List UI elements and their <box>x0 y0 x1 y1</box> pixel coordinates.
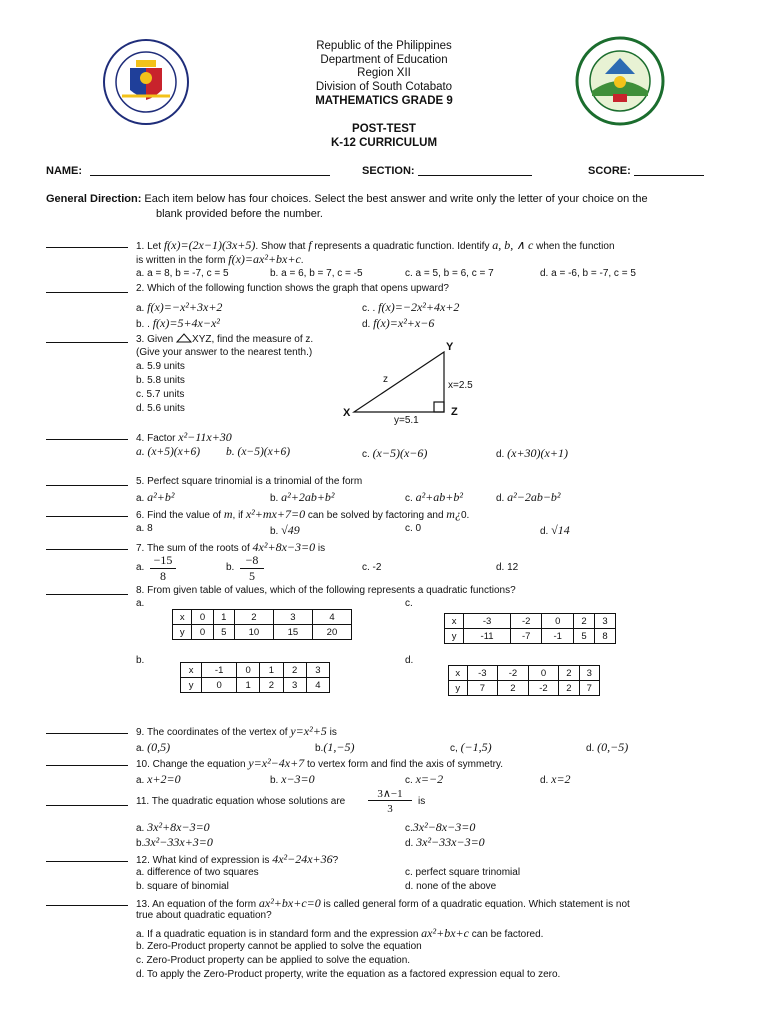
cell: 3 <box>594 614 615 629</box>
q2-c-expr: f(x)=−2x²+4x+2 <box>378 300 460 314</box>
table-c <box>444 613 616 644</box>
q5-d-expr: a²−2ab−b² <box>507 490 561 504</box>
header-department: Department of Education <box>320 54 448 66</box>
q1-line-2 <box>136 252 304 267</box>
cell: -3 <box>464 614 511 629</box>
cell: x <box>445 614 464 629</box>
q6-expr-2: x²+mx+7=0 <box>245 507 306 521</box>
vertex-x-label: X <box>343 407 351 419</box>
answer-blank-7[interactable] <box>46 540 128 550</box>
q5-a-expr: a²+b² <box>147 490 175 504</box>
q2-c-letter: c. . <box>362 303 376 314</box>
q2-a-expr: f(x)=−x²+3x+2 <box>147 300 223 314</box>
q2-a-letter: a. <box>136 303 145 314</box>
answer-blank-2[interactable] <box>46 283 128 293</box>
q2-b-expr: f(x)=5+4x−x² <box>152 316 220 330</box>
q8-text: 8. From given table of values, which of the following represents a quadratic functions? <box>136 585 516 596</box>
q9-c-expr: (−1,5) <box>460 740 492 754</box>
table-a-y-row <box>173 625 352 640</box>
cell: 7 <box>467 681 498 696</box>
q5-c-expr: a²+ab+b² <box>415 490 463 504</box>
cell: 3 <box>283 678 306 693</box>
q6-option-c: c. 0 <box>405 523 422 534</box>
q5-option-c <box>405 490 463 505</box>
q7-option-b-letter: b. <box>226 562 235 573</box>
cell: 2 <box>559 666 579 681</box>
q9-option-d <box>586 740 628 755</box>
q10-text-2: to vertex form and find the axis of symmetry. <box>304 759 503 770</box>
q7-option-a-letter: a. <box>136 562 145 573</box>
cell: 1 <box>237 678 260 693</box>
q1-option-d: d. a = -6, b = -7, c = 5 <box>540 268 636 279</box>
question-2 <box>0 283 768 297</box>
header-republic: Republic of the Philippines <box>316 40 452 52</box>
q5-option-b <box>270 490 335 505</box>
cell: 3 <box>306 663 329 678</box>
cell: 0 <box>192 625 213 640</box>
q2-option-d <box>362 316 434 331</box>
q2-b-letter: b. . <box>136 319 150 330</box>
q12-text-2: ? <box>332 855 339 866</box>
question-1 <box>0 238 768 252</box>
q10-option-d <box>540 772 571 787</box>
q9-b-expr: (1,−5) <box>323 740 355 754</box>
q11-c-letter: c. <box>405 823 413 834</box>
answer-blank-4[interactable] <box>46 430 128 440</box>
q3-option-b: b. 5.8 units <box>136 375 185 386</box>
cell: -7 <box>510 629 542 644</box>
cell: 3 <box>579 666 599 681</box>
q6-option-b <box>270 523 300 538</box>
cell: 8 <box>594 629 615 644</box>
q8-option-a-letter: a. <box>136 598 145 609</box>
q10-option-b <box>270 772 315 787</box>
q3-option-d: d. 5.6 units <box>136 403 185 414</box>
q9-text-2: is <box>326 727 337 738</box>
question-5 <box>0 476 768 490</box>
q7-option-d: d. 12 <box>496 562 519 573</box>
q9-d-expr: (0,−5) <box>597 740 629 754</box>
q10-d-letter: d. <box>540 775 552 786</box>
q2-option-a <box>136 300 222 315</box>
answer-blank-12[interactable] <box>46 852 128 862</box>
table-d-y-row <box>449 681 600 696</box>
q4-d-letter: d. <box>496 449 508 460</box>
cell: 5 <box>213 625 234 640</box>
q1-option-a: a. a = 8, b = -7, c = 5 <box>136 268 229 279</box>
q11-option-c <box>405 820 475 835</box>
q4-c-letter: c. <box>362 449 373 460</box>
answer-blank-8[interactable] <box>46 585 128 595</box>
q1-text-3: represents a quadratic function. Identify <box>311 241 493 252</box>
q9-a-expr: (0,5) <box>147 740 171 754</box>
q4-option-c <box>362 446 427 461</box>
name-label: NAME: <box>46 165 83 177</box>
q12-option-b: b. square of binomial <box>136 881 229 892</box>
score-label: SCORE: <box>588 165 631 177</box>
q7-text-2: is <box>315 543 326 554</box>
cell: x <box>449 666 468 681</box>
cell: 2 <box>559 681 579 696</box>
q10-c-letter: c. <box>405 775 416 786</box>
cell: y <box>445 629 464 644</box>
q6-b-letter: b. <box>270 526 282 537</box>
side-y-value: y=5.1 <box>394 415 419 426</box>
q1-text-4: when the function <box>533 241 615 252</box>
answer-blank-9[interactable] <box>46 724 128 734</box>
q7-a-numerator: −15 <box>150 553 176 569</box>
q1-text-5: is written in the form <box>136 255 229 266</box>
q12-expr: 4x²−24x+36 <box>272 852 333 866</box>
q6-d-expr: √14 <box>551 523 570 537</box>
cell: 3 <box>273 610 312 625</box>
cell: 20 <box>312 625 351 640</box>
cell: 0 <box>528 666 559 681</box>
answer-blank-5[interactable] <box>46 476 128 486</box>
q10-b-letter: b. <box>270 775 282 786</box>
q4-d-expr: (x+30)(x+1) <box>507 446 568 460</box>
q1-text: 1. Let <box>136 241 164 252</box>
q7-option-c: c. -2 <box>362 562 382 573</box>
cell: 1 <box>213 610 234 625</box>
section-label: SECTION: <box>362 165 415 177</box>
q10-option-a <box>136 772 181 787</box>
q10-b-expr: x−3=0 <box>281 772 315 786</box>
q13-text-3: true about quadratic equation? <box>136 910 272 921</box>
q9-option-c <box>450 740 492 755</box>
q9-b-letter: b. <box>315 743 324 754</box>
question-9 <box>0 724 768 738</box>
q9-text-1: 9. The coordinates of the vertex of <box>136 727 291 738</box>
q9-option-a <box>136 740 170 755</box>
q5-a-letter: a. <box>136 493 148 504</box>
table-d <box>448 665 600 696</box>
cell: 2 <box>234 610 273 625</box>
q11-numerator: 3∧−1 <box>368 787 412 801</box>
q8-option-c-letter: c. <box>405 598 413 609</box>
cell: 2 <box>573 614 594 629</box>
q3-option-a: a. 5.9 units <box>136 361 185 372</box>
q3-text-3: (Give your answer to the nearest tenth.) <box>136 347 313 358</box>
q13-a-text-2: can be factored. <box>468 929 544 940</box>
q11-text-1: 11. The quadratic equation whose solutions are <box>136 796 346 807</box>
answer-blank-6[interactable] <box>46 507 128 517</box>
q2-option-b <box>136 316 220 331</box>
q13-a-text: a. If a quadratic equation is in standard form and the expression <box>136 929 422 940</box>
answer-blank-3[interactable] <box>46 333 128 343</box>
cell: y <box>173 625 192 640</box>
table-b <box>180 662 330 693</box>
q6-text-4: 0. <box>460 510 470 521</box>
direction-label: General Direction: <box>46 193 142 205</box>
q1-expr-2: f <box>308 238 312 252</box>
question-12 <box>0 852 768 866</box>
q8-option-d-letter: d. <box>405 655 414 666</box>
cell: 2 <box>498 681 529 696</box>
q13-option-c: c. Zero-Product property can be applied to solve the equation. <box>136 955 411 966</box>
question-6 <box>0 507 768 521</box>
q11-c-expr: 3x²−8x−3=0 <box>412 820 476 834</box>
q9-expr: y=x²+5 <box>290 724 327 738</box>
q11-option-d <box>405 835 485 850</box>
q11-d-letter: d. <box>405 838 417 849</box>
q11-a-expr: 3x²+8x−3=0 <box>147 820 210 834</box>
header-division: Division of South Cotabato <box>315 81 453 93</box>
cell: y <box>181 678 202 693</box>
cell: 10 <box>234 625 273 640</box>
q12-option-d: d. none of the above <box>405 881 497 892</box>
answer-blank-11[interactable] <box>46 796 128 806</box>
cell: 2 <box>260 678 283 693</box>
q11-b-expr: 3x²−33x+3=0 <box>144 835 213 849</box>
q4-c-expr: (x−5)(x−6) <box>372 446 428 460</box>
q4-option-b: b. (x−5)(x+6) <box>226 446 291 458</box>
q4-expr: x²−11x+30 <box>178 430 232 444</box>
vertex-z-label: Z <box>451 406 458 418</box>
cell: 5 <box>573 629 594 644</box>
side-x-value: x=2.5 <box>448 380 473 391</box>
q11-d-expr: 3x²−33x−3=0 <box>416 835 485 849</box>
q7-text-1: 7. The sum of the roots of <box>136 543 253 554</box>
cell: 1 <box>260 663 283 678</box>
cell: 15 <box>273 625 312 640</box>
table-b-x-row <box>181 663 330 678</box>
q7-a-denominator: 8 <box>160 569 166 583</box>
q1-expr-1: f(x)=(2x−1)(3x+5) <box>163 238 256 252</box>
q5-b-letter: b. <box>270 493 282 504</box>
q5-d-letter: d. <box>496 493 508 504</box>
q9-option-b <box>315 740 354 755</box>
q6-d-letter: d. <box>540 526 552 537</box>
side-z-label: z <box>383 374 388 385</box>
q5-option-d <box>496 490 561 505</box>
q13-a-expr: ax²+bx+c <box>421 926 469 940</box>
q2-d-letter: d. <box>362 319 371 330</box>
q1-text-2: . Show that <box>255 241 309 252</box>
table-a <box>172 609 352 640</box>
question-10 <box>0 756 768 770</box>
q5-option-a <box>136 490 174 505</box>
q2-d-expr: f(x)=x²+x−6 <box>373 316 435 330</box>
q13-text-1: 13. An equation of the form <box>136 899 259 910</box>
q1-expr-3: a, b, ∧ c <box>492 238 534 252</box>
q13-option-d: d. To apply the Zero-Product property, write the equation as a factored expression equal to zero. <box>136 969 561 980</box>
q11-a-letter: a. <box>136 823 148 834</box>
q10-text-1: 10. Change the equation <box>136 759 249 770</box>
question-7 <box>0 540 768 554</box>
q12-option-a: a. difference of two squares <box>136 867 259 878</box>
cell: -1 <box>542 629 574 644</box>
question-4 <box>0 430 768 444</box>
q8-option-b-letter: b. <box>136 655 145 666</box>
q6-option-a: a. 8 <box>136 523 153 534</box>
q5-text: 5. Perfect square trinomial is a trinomial of the form <box>136 476 363 487</box>
q3-text-2: XYZ, find the measure of z. <box>192 334 314 345</box>
table-c-x-row <box>445 614 616 629</box>
q6-b-expr: √49 <box>281 523 300 537</box>
q11-option-a <box>136 820 210 835</box>
name-blank[interactable] <box>90 175 330 176</box>
q11-text-2: is <box>418 796 426 807</box>
q1-option-b: b. a = 6, b = 7, c = -5 <box>270 268 363 279</box>
cell: 7 <box>579 681 599 696</box>
q11-denominator: 3 <box>387 803 393 815</box>
q12-text-1: 12. What kind of expression is <box>136 855 273 866</box>
cell: -1 <box>202 663 237 678</box>
cell: -2 <box>498 666 529 681</box>
q13-text-2: is called general form of a quadratic equation. Which statement is not <box>320 899 630 910</box>
q4-text: 4. Factor <box>136 433 179 444</box>
q10-option-c <box>405 772 443 787</box>
q10-a-expr: x+2=0 <box>147 772 181 786</box>
general-direction <box>46 193 648 205</box>
direction-text-1: Each item below has four choices. Select the best answer and write only the letter of your choice on the <box>144 193 648 205</box>
score-blank[interactable] <box>634 175 704 176</box>
cell: x <box>181 663 202 678</box>
curriculum-title: K-12 CURRICULUM <box>330 137 438 149</box>
q6-text-1: 6. Find the value of <box>136 510 224 521</box>
test-title: POST-TEST <box>352 123 416 135</box>
q1-expr-4: f(x)=ax²+bx+c <box>228 252 301 266</box>
cell: 0 <box>192 610 213 625</box>
q3-text-1: 3. Given <box>136 334 177 345</box>
triangle-icon <box>176 333 192 343</box>
q6-text-2: , if <box>232 510 246 521</box>
vertex-y-label: Y <box>446 341 454 353</box>
q10-d-expr: x=2 <box>551 772 571 786</box>
cell: -3 <box>467 666 498 681</box>
q7-b-denominator: 5 <box>249 569 255 583</box>
q6-expr-3: m¿ <box>446 507 461 521</box>
table-b-y-row <box>181 678 330 693</box>
cell: y <box>449 681 468 696</box>
q6-option-d <box>540 523 570 538</box>
answer-blank-13[interactable] <box>46 896 128 906</box>
q6-expr-1: m <box>223 507 233 521</box>
header-subject: MATHEMATICS GRADE 9 <box>315 95 453 107</box>
cell: 0 <box>202 678 237 693</box>
q7-b-numerator: −8 <box>240 553 264 569</box>
q4-option-d <box>496 446 568 461</box>
q13-option-a <box>136 926 543 941</box>
direction-text-2: blank provided before the number. <box>156 208 323 220</box>
cell: -2 <box>510 614 542 629</box>
q5-c-letter: c. <box>405 493 416 504</box>
q11-b-letter: b. <box>136 838 145 849</box>
answer-blank-1[interactable] <box>46 238 128 248</box>
q11-option-b <box>136 835 213 850</box>
q7-expr: 4x²+8x−3=0 <box>252 540 316 554</box>
q10-a-letter: a. <box>136 775 148 786</box>
cell: 4 <box>312 610 351 625</box>
q1-option-c: c. a = 5, b = 6, c = 7 <box>405 268 494 279</box>
q3-option-c: c. 5.7 units <box>136 389 185 400</box>
header-region: Region XII <box>357 67 411 79</box>
q10-expr: y=x²−4x+7 <box>248 756 305 770</box>
q13-expr: ax²+bx+c=0 <box>258 896 321 910</box>
q6-text-3: can be solved by factoring and <box>305 510 447 521</box>
q5-b-expr: a²+2ab+b² <box>281 490 335 504</box>
table-d-x-row <box>449 666 600 681</box>
question-13 <box>0 896 768 910</box>
section-blank[interactable] <box>418 175 532 176</box>
q9-a-letter: a. <box>136 743 148 754</box>
q2-option-c <box>362 300 459 315</box>
cell: x <box>173 610 192 625</box>
cell: -2 <box>528 681 559 696</box>
answer-blank-10[interactable] <box>46 756 128 766</box>
cell: -11 <box>464 629 511 644</box>
q12-option-c: c. perfect square trinomial <box>405 867 521 878</box>
q4-option-a: a. (x+5)(x+6) <box>136 446 201 458</box>
cell: 0 <box>542 614 574 629</box>
q10-c-expr: x=−2 <box>415 772 444 786</box>
q2-text: 2. Which of the following function shows the graph that opens upward? <box>136 283 449 294</box>
cell: 2 <box>283 663 306 678</box>
question-8 <box>0 585 768 599</box>
q1-text-6: . <box>300 255 304 266</box>
cell: 4 <box>306 678 329 693</box>
table-c-y-row <box>445 629 616 644</box>
cell: 0 <box>237 663 260 678</box>
q9-c-letter: c, <box>450 743 461 754</box>
table-a-x-row <box>173 610 352 625</box>
q9-d-letter: d. <box>586 743 598 754</box>
q13-option-b: b. Zero-Product property cannot be applied to solve the equation <box>136 941 422 952</box>
